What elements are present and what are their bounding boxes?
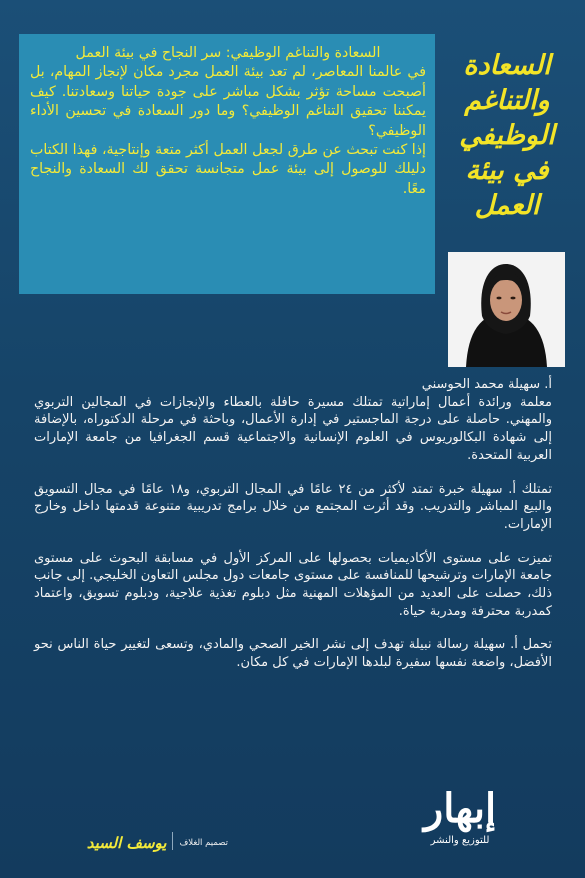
- blurb-heading: السعادة والتناغم الوظيفي: سر النجاح في بيئة العمل: [75, 45, 381, 61]
- book-title-calligraphy: السعادة والتناغم الوظيفي في بيئة العمل: [459, 50, 555, 221]
- author-photo: [448, 252, 565, 367]
- bio-paragraph-1: معلمة ورائدة أعمال إماراتية تمتلك مسيرة حافلة بالعطاء والإنجازات في المجالين التربوي والمهني. حاصلة على درجة الماجستير في إدارة الأعمال، وباحثة في مرحلة الدكتوراه، بالإضافة إلى شهادة البكالوريوس في العلوم الإنسانية والاجتماعية قسم الجغرافيا من جامعة الإمارات العربية المتحدة.: [34, 394, 552, 463]
- blurb-text: [30, 44, 426, 199]
- publisher-name: إبهار: [423, 785, 497, 832]
- designer-name: يوسف السيد: [86, 834, 167, 852]
- cover-design-credit: [28, 824, 228, 854]
- bio-paragraph-2: تمتلك أ. سهيلة خبرة تمتد لأكثر من ٢٤ عامًا في المجال التربوي، و١٨ عامًا في مجال التسويق والبيع المباشر والتدريب. وقد أثرت المجتمع من خلال برامج تدريبية متنوعة قدمتها داخل وخارج الإمارات.: [34, 481, 552, 532]
- publisher-logo: [405, 785, 515, 865]
- blurb-paragraph-2: إذا كنت تبحث عن طرق لجعل العمل أكثر متعة وإنتاجية، فهذا الكتاب دليلك للوصول إلى بيئة عمل متجانسة تحقق لك السعادة والنجاح معًا.: [30, 142, 426, 197]
- author-name: أ. سهيلة محمد الحوسني: [421, 377, 552, 392]
- credit-divider: [172, 832, 173, 850]
- bio-paragraph-3: تميزت على مستوى الأكاديميات بحصولها على المركز الأول في مسابقة البحوث على مستوى جامعة الإمارات وترشيحها للمنافسة على مستوى جامعات دول مجلس التعاون الخليجي. إلى جانب ذلك، حصلت على العديد من المؤهلات المهنية مثل دبلوم تغذية علاجية، ودبلوم تسويق، واعتماد كمدربة محترفة ومدربة حياة.: [34, 550, 552, 619]
- author-portrait-image: [448, 252, 565, 367]
- blurb-paragraph-1: في عالمنا المعاصر، لم تعد بيئة العمل مجرد مكان لإنجاز المهام، بل أصبحت مساحة تؤثر بشكل مباشر على جودة حياتنا وسعادتنا. كيف يمكننا تحقيق التناغم الوظيفي؟ وما دور السعادة في تحسين الأداء الوظيفي؟: [30, 64, 426, 139]
- publisher-tagline: للتوزيع والنشر: [430, 835, 490, 846]
- credit-label: تصميم الغلاف: [179, 838, 228, 848]
- author-bio: [34, 376, 552, 688]
- bio-paragraph-4: تحمل أ. سهيلة رسالة نبيلة تهدف إلى نشر الخير الصحي والمادي، وتسعى لتغيير حياة الناس نحو الأفضل، واضعة نفسها سفيرة لبلدها الإمارات في كل مكان.: [34, 637, 552, 671]
